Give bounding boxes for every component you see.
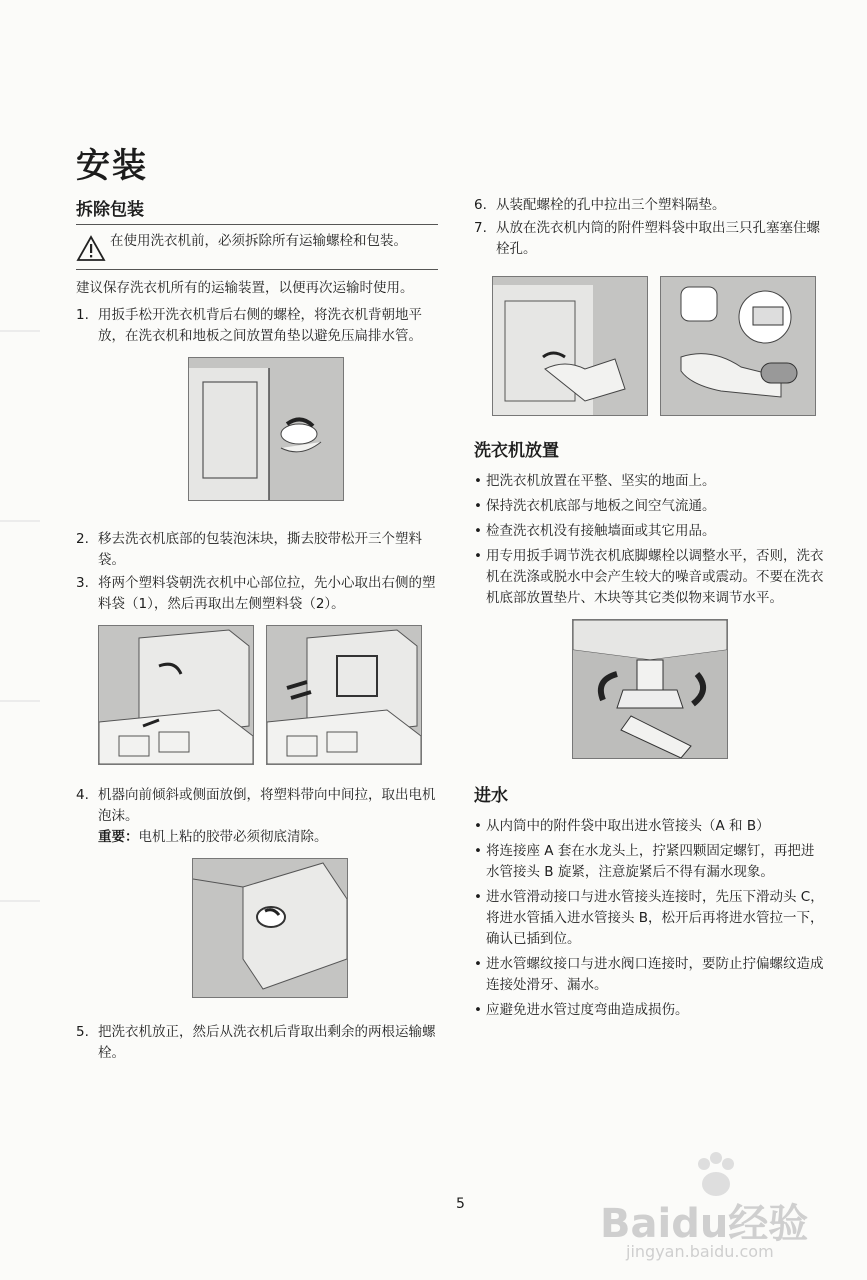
warning-box	[76, 225, 438, 270]
edge-line	[0, 700, 40, 702]
list-item: • 将连接座 A 套在水龙头上，拧紧四颗固定螺钉，再把进水管接头 B 旋紧，注意旋紧后不得有漏水现象。	[474, 843, 815, 880]
edge-line	[0, 520, 40, 522]
step-2	[76, 529, 438, 571]
washer-back-illustration	[189, 358, 343, 500]
figure-spacer-removal	[492, 276, 648, 416]
washer-bottom-illustration	[267, 626, 421, 764]
step-5	[76, 1022, 438, 1064]
list-item: • 应避免进水管过度弯曲造成损伤。	[474, 1002, 689, 1018]
step-number: 1.	[76, 307, 89, 323]
step-text: 机器向前倾斜或侧面放倒，将塑料带向中间拉，取出电机泡沫。	[98, 787, 436, 824]
figure-motor-foam	[192, 858, 348, 998]
step-3	[76, 573, 438, 615]
right-column	[474, 195, 826, 1021]
step-number: 3.	[76, 575, 89, 591]
section-title: 拆除包装	[76, 200, 144, 220]
section-heading-placement	[474, 436, 826, 465]
list-item: • 进水管螺纹接口与进水阀口连接时，要防止拧偏螺纹造成连接处滑牙、漏水。	[474, 956, 824, 993]
washer-tilted-illustration	[193, 859, 347, 997]
placement-list	[474, 471, 826, 609]
washer-bottom-illustration	[99, 626, 253, 764]
step-text: 将两个塑料袋朝洗衣机中心部位拉，先小心取出右侧的塑料袋（1），然后再取出左侧塑料袋（2）。	[98, 575, 436, 612]
list-item: • 从内筒中的附件袋中取出进水管接头（A 和 B）	[474, 818, 770, 834]
edge-line	[0, 330, 40, 332]
step-7	[474, 218, 826, 260]
hand-plug-illustration	[661, 277, 815, 415]
step-number: 4.	[76, 787, 89, 803]
section-heading-water	[474, 781, 826, 810]
step-text: 从放在洗衣机内筒的附件塑料袋中取出三只孔塞塞住螺栓孔。	[496, 220, 820, 257]
list-item: • 检查洗衣机没有接触墙面或其它用品。	[474, 523, 716, 539]
figure-leveling-foot	[572, 619, 728, 759]
figure-pair-bags	[98, 625, 438, 765]
warning-icon	[76, 235, 110, 263]
section-heading-unpacking	[76, 195, 438, 225]
water-list	[474, 816, 826, 1021]
figure-right-bag	[98, 625, 254, 765]
watermark-brand: Baidu经验	[600, 1201, 809, 1247]
step-4	[76, 785, 438, 827]
step-number: 5.	[76, 1024, 89, 1040]
list-item: • 把洗衣机放置在平整、坚实的地面上。	[474, 473, 716, 489]
step-text: 用扳手松开洗衣机背后右侧的螺栓，将洗衣机背朝地平放，在洗衣机和地板之间放置角垫以避免压扁排水管。	[98, 307, 422, 344]
page-title: 安装	[76, 146, 148, 186]
washer-back-spacer-illustration	[493, 277, 647, 415]
section-title: 洗衣机放置	[474, 441, 559, 461]
warning-text: 在使用洗衣机前，必须拆除所有运输螺栓和包装。	[110, 233, 407, 249]
step-1	[76, 305, 438, 347]
list-item: • 用专用扳手调节洗衣机底脚螺栓以调整水平，否则，洗衣机在洗涤或脱水中会产生较大的噪音或震动。不要在洗衣机底部放置垫片、木块等其它类似物来调节水平。	[474, 548, 824, 606]
step-number: 6.	[474, 197, 487, 213]
step-number: 7.	[474, 220, 487, 236]
important-note	[76, 827, 438, 848]
important-text: 电机上粘的胶带必须彻底清除。	[138, 829, 328, 845]
step-text: 移去洗衣机底部的包装泡沫块，撕去胶带松开三个塑料袋。	[98, 531, 422, 568]
intro-text: 建议保存洗衣机所有的运输装置，以便再次运输时使用。	[76, 280, 414, 296]
watermark-url: jingyan.baidu.com	[626, 1242, 774, 1261]
step-text: 把洗衣机放正，然后从洗衣机后背取出剩余的两根运输螺栓。	[98, 1024, 436, 1061]
section-title: 进水	[474, 786, 508, 806]
figure-back-bolt	[188, 357, 344, 501]
figure-plug-insert	[660, 276, 816, 416]
watermark	[600, 1150, 840, 1260]
left-column	[76, 195, 438, 1064]
edge-line	[0, 900, 40, 902]
wrench-foot-illustration	[573, 620, 727, 758]
step-number: 2.	[76, 531, 89, 547]
figure-pair-plugs	[492, 276, 826, 416]
page-number: 5	[456, 1196, 465, 1212]
figure-left-bag	[266, 625, 422, 765]
important-label: 重要：	[98, 829, 139, 845]
list-item: • 保持洗衣机底部与地板之间空气流通。	[474, 498, 716, 514]
list-item: • 进水管滑动接口与进水管接头连接时，先压下滑动头 C，将进水管插入进水管接头 B，松开后再将进水管拉一下，确认已插到位。	[474, 889, 824, 947]
step-6	[474, 195, 826, 216]
step-text: 从装配螺栓的孔中拉出三个塑料隔垫。	[496, 197, 726, 213]
